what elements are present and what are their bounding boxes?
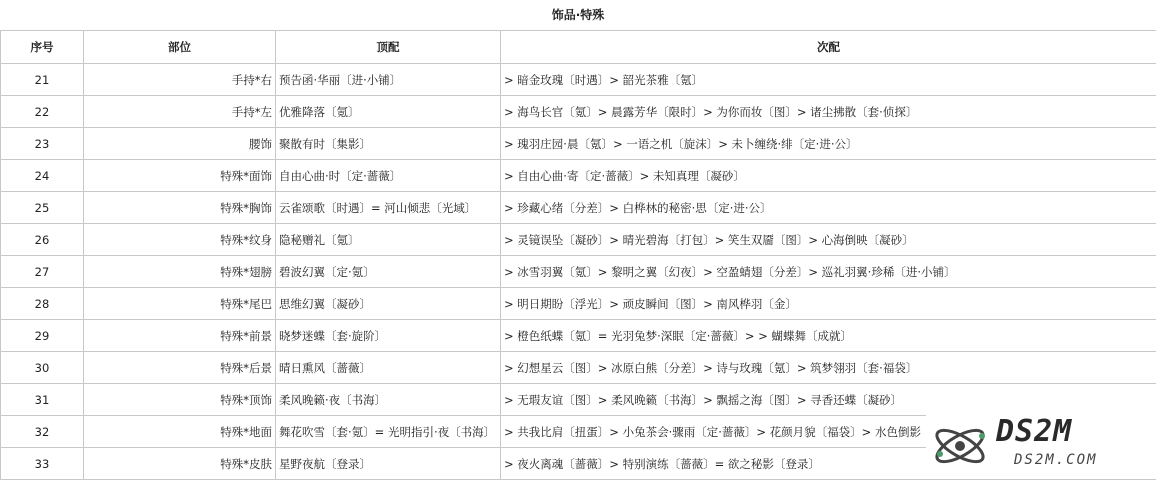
row-part: 腰饰 xyxy=(84,128,276,160)
row-part: 特殊*顶饰 xyxy=(84,384,276,416)
table-row xyxy=(1,192,1156,224)
header-part: 部位 xyxy=(84,31,276,64)
row-part: 特殊*前景 xyxy=(84,320,276,352)
atom-logo-icon xyxy=(930,416,994,476)
row-sub-config: > 瑰羽庄园·晨〔氪〕> 一语之机〔旋沫〕> 未卜缠绕·绯〔定·进·公〕 xyxy=(501,128,1156,160)
row-index: 25 xyxy=(1,192,84,224)
table-row xyxy=(1,256,1156,288)
row-top-config: 晓梦迷蝶〔套·旋阶〕 xyxy=(276,320,501,352)
row-part: 手持*左 xyxy=(84,96,276,128)
row-index: 23 xyxy=(1,128,84,160)
row-part: 特殊*翅膀 xyxy=(84,256,276,288)
row-index: 33 xyxy=(1,448,84,480)
row-index: 31 xyxy=(1,384,84,416)
header-top-config: 顶配 xyxy=(276,31,501,64)
row-part: 手持*右 xyxy=(84,64,276,96)
row-top-config: 自由心曲·时〔定·蔷薇〕 xyxy=(276,160,501,192)
table-row xyxy=(1,128,1156,160)
table-header-row xyxy=(1,31,1156,64)
watermark-logo xyxy=(926,414,1156,479)
header-index: 序号 xyxy=(1,31,84,64)
row-index: 27 xyxy=(1,256,84,288)
row-part: 特殊*皮肤 xyxy=(84,448,276,480)
row-part: 特殊*胸饰 xyxy=(84,192,276,224)
row-top-config: 优雅降落〔氪〕 xyxy=(276,96,501,128)
row-sub-config: > 共我比肩〔扭蛋〕> 小兔茶会·骤雨〔定·蔷薇〕> 花颜月貌〔福袋〕> 水色倒影 xyxy=(501,416,1156,448)
table-row xyxy=(1,64,1156,96)
row-top-config: 聚散有时〔集影〕 xyxy=(276,128,501,160)
row-part: 特殊*面饰 xyxy=(84,160,276,192)
row-sub-config: > 冰雪羽翼〔氪〕> 黎明之翼〔幻夜〕> 空盈蜻翅〔分差〕> 巡礼羽翼·珍稀〔进·小铺〕 xyxy=(501,256,1156,288)
watermark-sub-text: DS2M.COM xyxy=(1014,452,1097,468)
row-sub-config: > 明日期盼〔浮光〕> 顽皮瞬间〔图〕> 南风桦羽〔金〕 xyxy=(501,288,1156,320)
row-sub-config: > 灵镜误坠〔凝砂〕> 晴光碧海〔打包〕> 笑生双靥〔图〕> 心海倒映〔凝砂〕 xyxy=(501,224,1156,256)
row-index: 30 xyxy=(1,352,84,384)
row-top-config: 思维幻翼〔凝砂〕 xyxy=(276,288,501,320)
header-sub-config: 次配 xyxy=(501,31,1156,64)
row-index: 32 xyxy=(1,416,84,448)
watermark-main-text: DS2M xyxy=(996,414,1072,449)
row-part: 特殊*尾巴 xyxy=(84,288,276,320)
row-sub-config: > 珍藏心绪〔分差〕> 白桦林的秘密·思〔定·进·公〕 xyxy=(501,192,1156,224)
table-row xyxy=(1,352,1156,384)
table-row xyxy=(1,96,1156,128)
row-sub-config: > 自由心曲·寄〔定·蔷薇〕> 未知真理〔凝砂〕 xyxy=(501,160,1156,192)
row-sub-config: > 海鸟长官〔氪〕> 晨露芳华〔限时〕> 为你而妆〔图〕> 诸尘拂散〔套·侦探〕 xyxy=(501,96,1156,128)
row-top-config: 晴日熏风〔蔷薇〕 xyxy=(276,352,501,384)
table-row xyxy=(1,288,1156,320)
row-top-config: 星野夜航〔登录〕 xyxy=(276,448,501,480)
row-index: 28 xyxy=(1,288,84,320)
table-row xyxy=(1,320,1156,352)
row-index: 22 xyxy=(1,96,84,128)
row-sub-config: > 夜火离魂〔蔷薇〕> 特别演练〔蔷薇〕= 欲之秘影〔登录〕 xyxy=(501,448,1156,480)
row-sub-config: > 无瑕友谊〔图〕> 柔风晚籁〔书海〕> 飘摇之海〔图〕> 寻香还蝶〔凝砂〕 xyxy=(501,384,1156,416)
table-row xyxy=(1,384,1156,416)
row-top-config: 舞花吹雪〔套·氪〕= 光明指引·夜〔书海〕 xyxy=(276,416,501,448)
row-part: 特殊*后景 xyxy=(84,352,276,384)
row-part: 特殊*纹身 xyxy=(84,224,276,256)
table-row xyxy=(1,160,1156,192)
row-sub-config: > 橙色纸蝶〔氪〕= 光羽兔梦·深眠〔定·蔷薇〕> > 蝴蝶舞〔成就〕 xyxy=(501,320,1156,352)
row-index: 21 xyxy=(1,64,84,96)
row-top-config: 碧波幻翼〔定·氪〕 xyxy=(276,256,501,288)
row-sub-config: > 幻想星云〔图〕> 冰原白熊〔分差〕> 诗与玫瑰〔氪〕> 筑梦翎羽〔套·福袋〕 xyxy=(501,352,1156,384)
accessory-table xyxy=(0,30,1156,480)
table-title: 饰品·特殊 xyxy=(0,0,1156,30)
row-top-config: 预告函·华丽〔进·小铺〕 xyxy=(276,64,501,96)
row-top-config: 柔风晚籁·夜〔书海〕 xyxy=(276,384,501,416)
table-row xyxy=(1,224,1156,256)
row-index: 24 xyxy=(1,160,84,192)
row-top-config: 云雀颂歌〔时遇〕= 河山倾悲〔光域〕 xyxy=(276,192,501,224)
row-part: 特殊*地面 xyxy=(84,416,276,448)
row-index: 29 xyxy=(1,320,84,352)
row-sub-config: > 暗金玫瑰〔时遇〕> 韶光茶雅〔氪〕 xyxy=(501,64,1156,96)
row-index: 26 xyxy=(1,224,84,256)
row-top-config: 隐秘赠礼〔氪〕 xyxy=(276,224,501,256)
